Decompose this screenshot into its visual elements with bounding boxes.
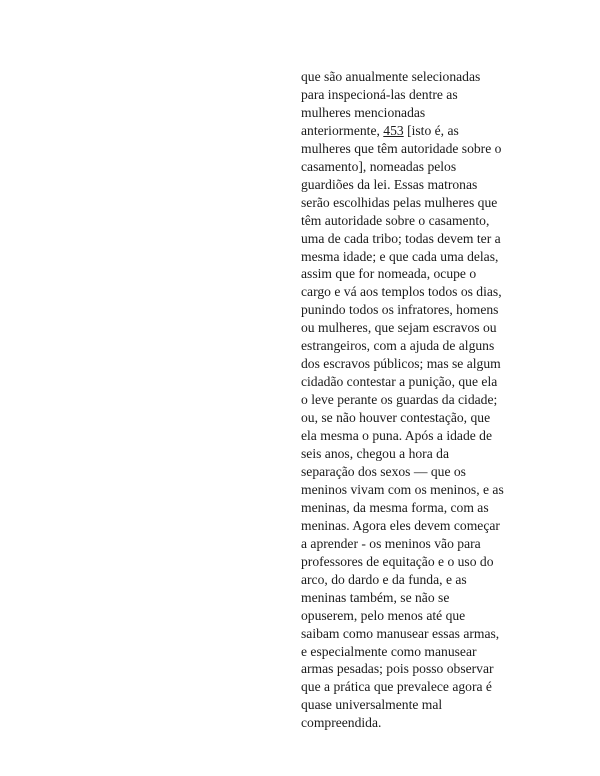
- text-line: têm autoridade sobre o casamento,: [301, 212, 490, 228]
- text-line: dos escravos públicos; mas se algum: [301, 356, 501, 372]
- text-line: separação dos sexos — que os: [301, 463, 466, 479]
- text-line: ou, se não houver contestação, que: [301, 410, 491, 426]
- text-column: [301, 68, 541, 732]
- text-line: cidadão contestar a punição, que ela: [301, 374, 498, 390]
- text-line: punindo todos os infratores, homens: [301, 302, 499, 318]
- text-line: serão escolhidas pelas mulheres que: [301, 194, 498, 210]
- text-line: meninas. Agora eles devem começar: [301, 517, 500, 533]
- text-line: saibam como manusear essas armas,: [301, 625, 500, 641]
- text-line: mulheres mencionadas: [301, 104, 426, 120]
- text-line-with-footnote: [301, 122, 541, 140]
- text-line: que a prática que prevalece agora é: [301, 679, 492, 695]
- text-line: para inspecioná-las dentre as: [301, 86, 458, 102]
- text-line: ela mesma o puna. Após a idade de: [301, 428, 493, 444]
- text-line: estrangeiros, com a ajuda de alguns: [301, 338, 495, 354]
- text-line: opuserem, pelo menos até que: [301, 607, 466, 623]
- text-line: seis anos, chegou a hora da: [301, 446, 449, 462]
- text-line: meninos vivam com os meninos, e as: [301, 481, 504, 497]
- text-line: cargo e vá aos templos todos os dias,: [301, 284, 502, 300]
- text-line: mulheres que têm autoridade sobre o: [301, 140, 502, 156]
- text-line: mesma idade; e que cada uma delas,: [301, 248, 499, 264]
- text-line: casamento], nomeadas pelos: [301, 158, 457, 174]
- text-line: e especialmente como manusear: [301, 643, 477, 659]
- text-line: assim que for nomeada, ocupe o: [301, 266, 477, 282]
- footnote-line-after: [isto é, as: [403, 122, 459, 138]
- text-line: quase universalmente mal: [301, 697, 443, 713]
- text-line: que são anualmente selecionadas: [301, 69, 481, 84]
- text-line: guardiões da lei. Essas matronas: [301, 176, 478, 192]
- text-line: professores de equitação e o uso do: [301, 553, 494, 569]
- text-line: arco, do dardo e da funda, e as: [301, 571, 467, 587]
- text-line: uma de cada tribo; todas devem ter a: [301, 230, 501, 246]
- text-line: meninas, da mesma forma, com as: [301, 499, 489, 515]
- text-line: o leve perante os guardas da cidade;: [301, 392, 498, 408]
- footnote-line-before: anteriormente,: [301, 122, 384, 138]
- footnote-link[interactable]: 453: [383, 122, 404, 138]
- text-line: compreendida.: [301, 715, 382, 731]
- text-line: ou mulheres, que sejam escravos ou: [301, 320, 497, 336]
- text-line: a aprender - os meninos vão para: [301, 535, 481, 551]
- text-line: meninas também, se não se: [301, 589, 450, 605]
- text-line: armas pesadas; pois posso observar: [301, 661, 494, 677]
